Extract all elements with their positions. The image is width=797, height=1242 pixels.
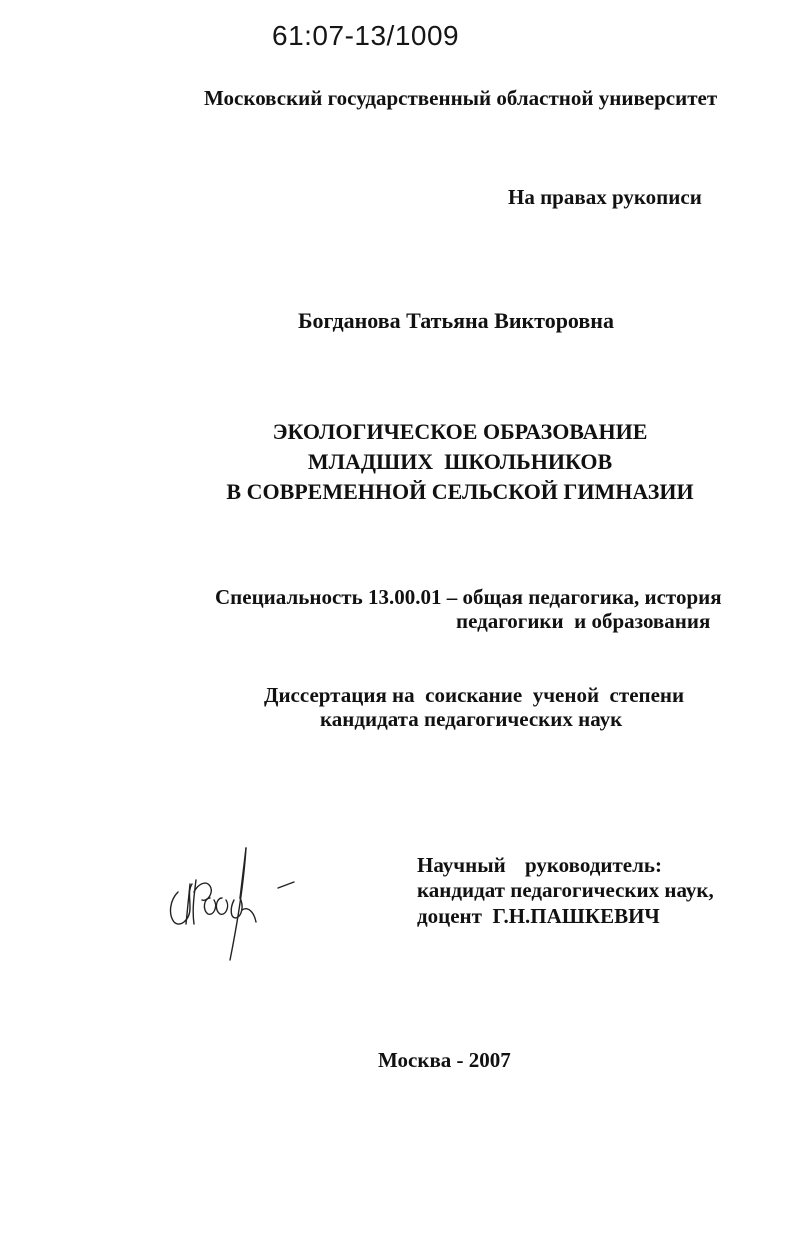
specialty-line-1: Специальность 13.00.01 – общая педагогика, история: [215, 585, 722, 609]
catalog-number: 61:07-13/1009: [272, 20, 460, 51]
title-line-2: МЛАДШИХ ШКОЛЬНИКОВ: [307, 449, 613, 474]
author-name: Богданова Татьяна Викторовна: [298, 308, 614, 333]
title-line-3: В СОВРЕМЕННОЙ СЕЛЬСКОЙ ГИМНАЗИИ: [226, 479, 694, 504]
city-year: Москва - 2007: [378, 1048, 511, 1072]
university-name: Московский государственный областной университет: [204, 86, 718, 110]
dissertation-title: [0, 417, 797, 507]
specialty-line-2: педагогики и образования: [456, 609, 711, 633]
dissertation-degree-line-2: кандидата педагогических наук: [320, 707, 623, 731]
signature-mark: [160, 840, 300, 965]
advisor-name: доцент Г.Н.ПАШКЕВИЧ: [417, 904, 660, 928]
advisor-label: Научный руководитель:: [417, 853, 662, 877]
title-line-1: ЭКОЛОГИЧЕСКОЕ ОБРАЗОВАНИЕ: [272, 419, 648, 444]
advisor-degree: кандидат педагогических наук,: [417, 878, 714, 902]
rights-note: На правах рукописи: [508, 185, 702, 209]
dissertation-degree-line-1: Диссертация на соискание ученой степени: [264, 683, 685, 707]
